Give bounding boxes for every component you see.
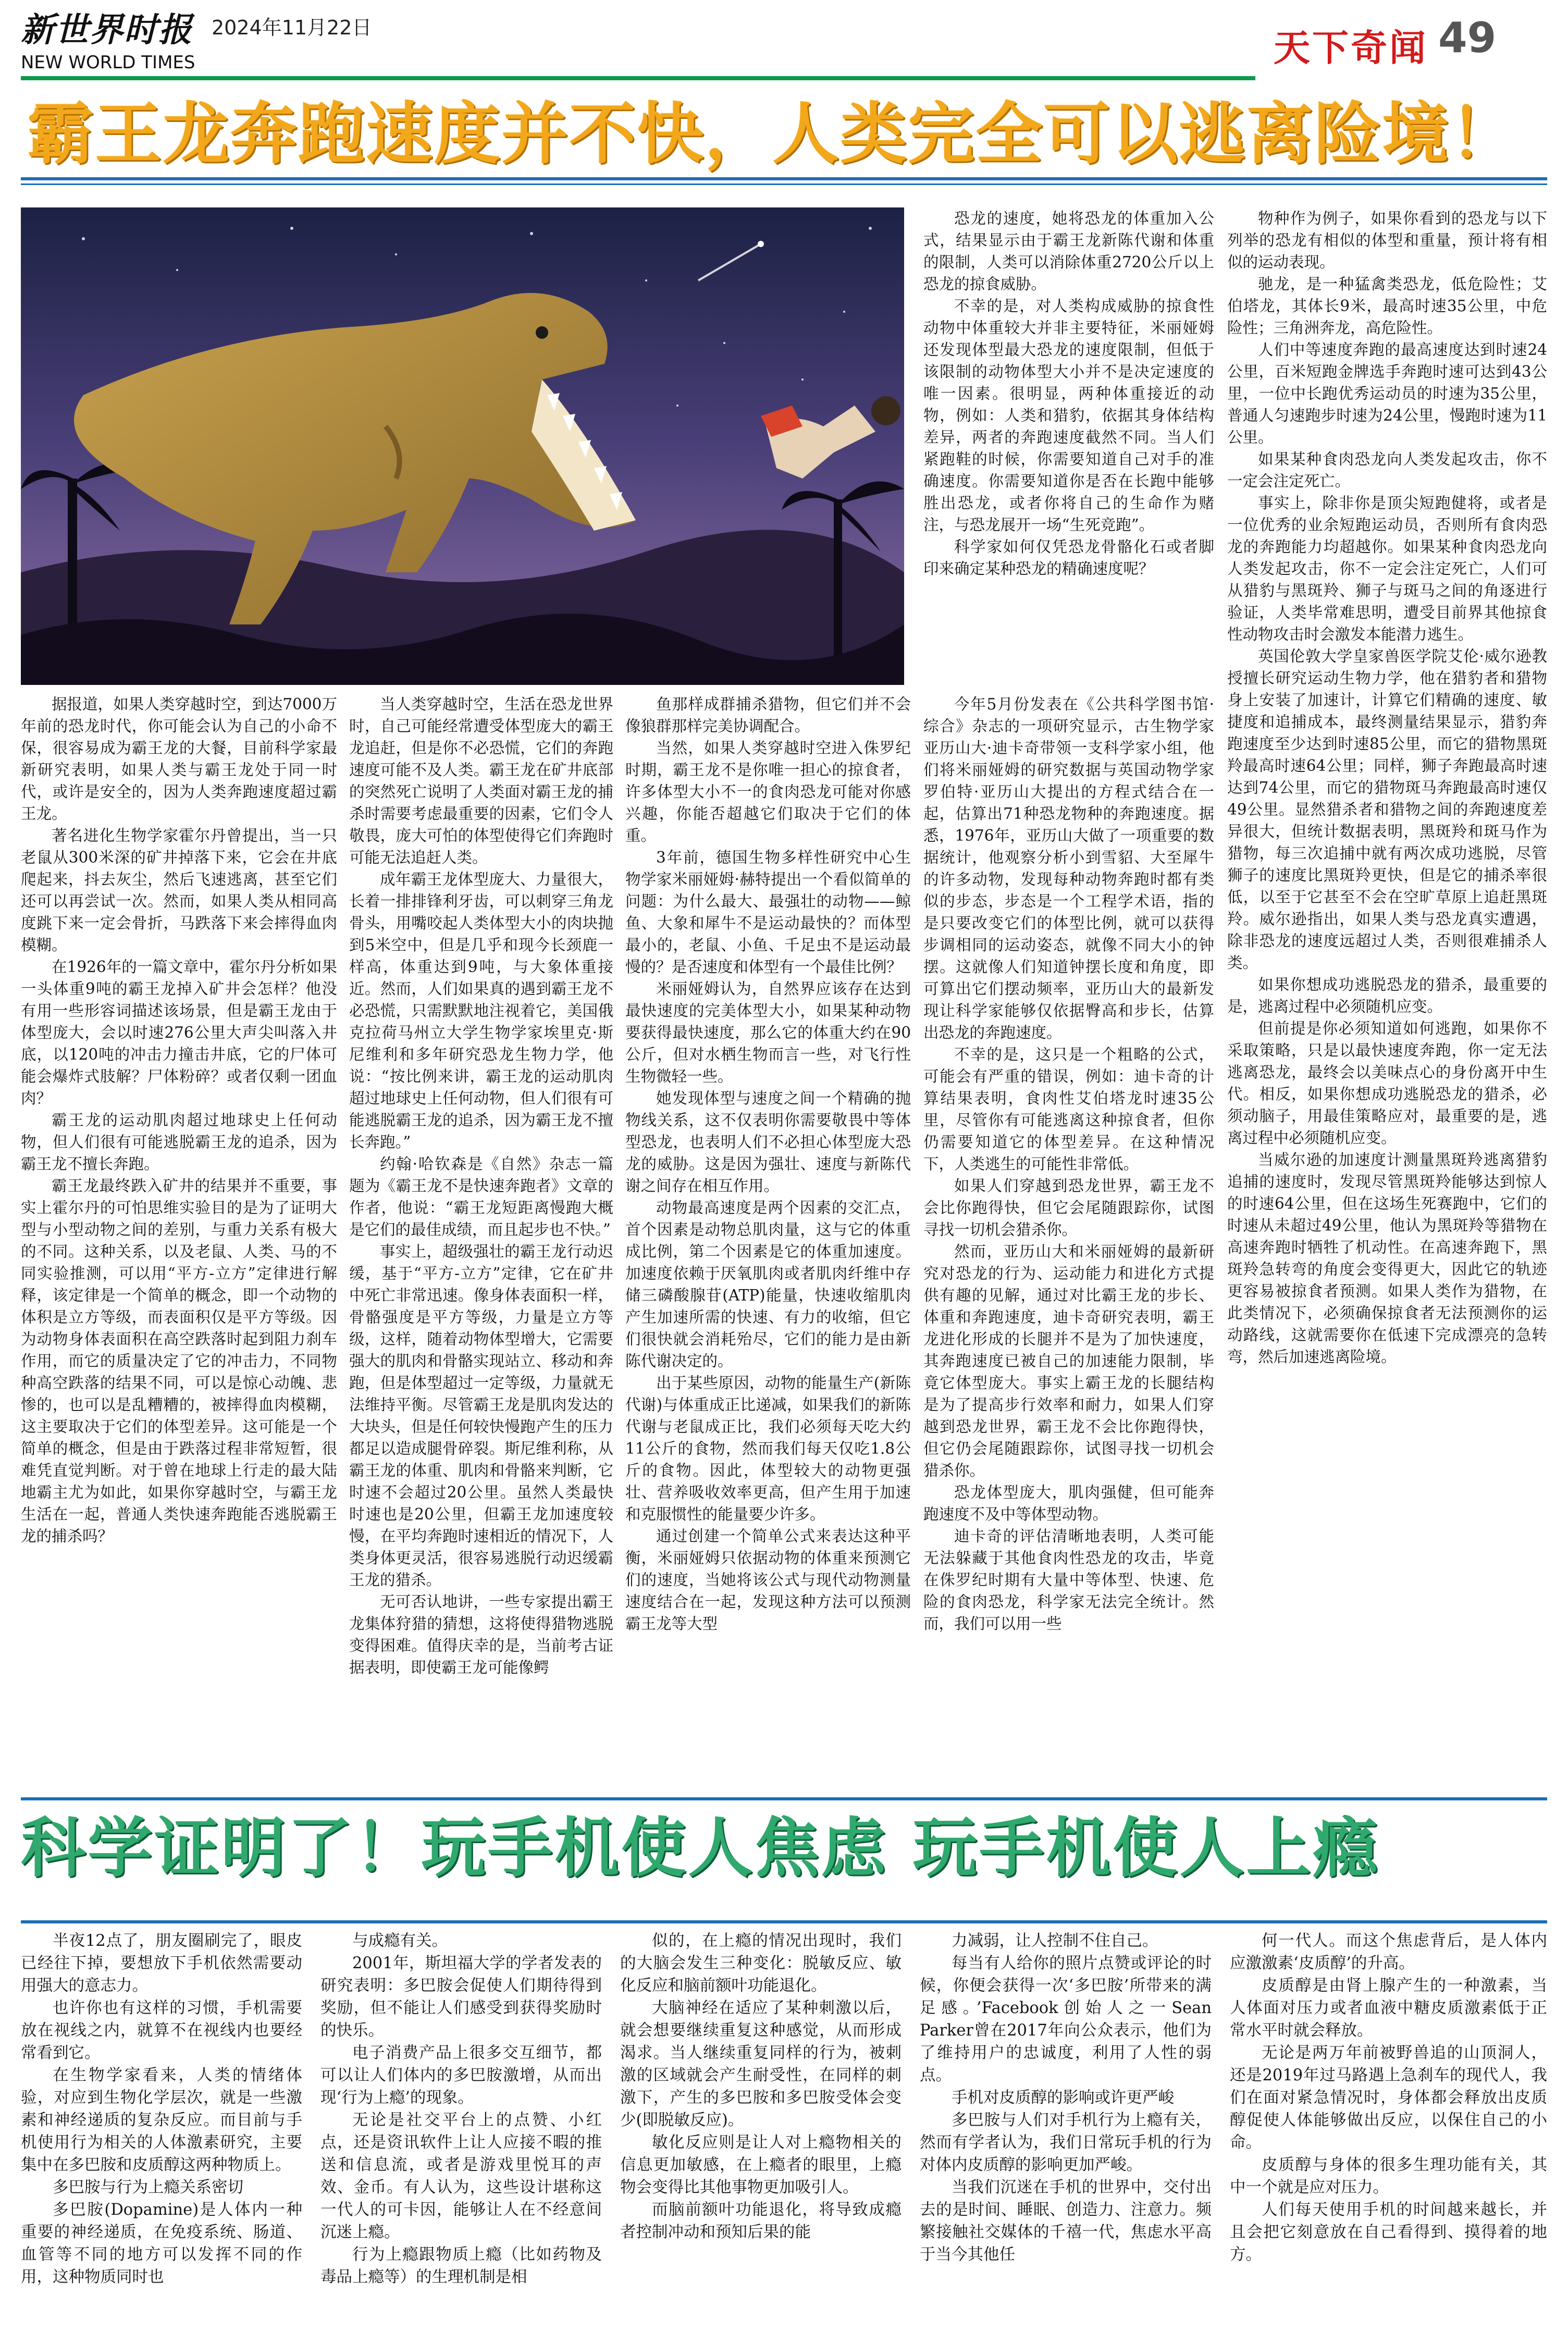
paragraph: 无论是社交平台上的点赞、小红点，还是资讯软件上让人应接不暇的推送和信息流，或者是游戏里悦耳的声效、金币。有人认为，这些设计堪称这一代人的可卡因，能够让人在不经意间沉迷上瘾。 xyxy=(320,2111,602,2241)
paragraph: 大脑神经在适应了某种刺激以后，就会想要继续重复这种感觉，从而形成渴求。当人继续重复同样的行为，被刺激的区域就会产生耐受性，在同样的刺激下，产生的多巴胺和多巴胺受体会变少(即脱敏反应)。 xyxy=(620,1999,902,2129)
paragraph: 与成瘾有关。 xyxy=(352,1932,448,1950)
paragraph: 物种作为例子，如果你看到的恐龙与以下列举的恐龙有相似的体型和重量，预计将有相似的运动表现。 xyxy=(1227,210,1547,271)
paragraph: 电子消费产品上很多交互细节，都可以让人们体内的多巴胺激增，从而出现‘行为上瘾’的现象。 xyxy=(320,2044,602,2107)
paragraph: 人们每天使用手机的时间越来越长，并且会把它刻意放在自己看得到、摸得着的地方。 xyxy=(1230,2201,1547,2264)
paragraph: 3年前，德国生物多样性研究中心生物学家米丽娅姆·赫特提出一个看似简单的问题：为什么最大、最强壮的动物——鲸鱼、大象和犀牛不是运动最快的？而体型最小的，老鼠、小鱼、千足虫不是运动最慢的？是否速度和体型有一个最佳比例？ xyxy=(625,849,911,976)
issue-date: 2024年11月22日 xyxy=(212,16,372,39)
paragraph: 当我们沉迷在手机的世界中，交付出去的是时间、睡眠、创造力、注意力。频繁接触社交媒体的千禧一代，焦虑水平高于当今其他任 xyxy=(920,2178,1212,2264)
paragraph: 据报道，如果人类穿越时空，到达7000万年前的恐龙时代，你可能会认为自己的小命不保，很容易成为霸王龙的大餐，目前科学家最新研究表明，如果人类与霸王龙处于同一时代，或许是安全的，因为人类奔跑速度超过霸王龙。 xyxy=(21,695,337,823)
paragraph: 英国伦敦大学皇家兽医学院艾伦·威尔逊教授擅长研究运动生物力学，他在猎豹者和猎物身上安装了加速计，计算它们精确的速度、敏捷度和追捕成本，最终测量结果显示，猎豹奔跑速度至少达到时速85公里，而它的猎物黑斑羚最高时速64公里；同样，狮子奔跑最高时速达到74公里，而它的猎物斑马奔跑最高时速仅49公里。显然猎杀者和猎物之间的奔跑速度差异很大，但统计数据表明，黑斑羚和斑马作为猎物，每三次追捕中就有两次成功逃脱，尽管狮子的速度比黑斑羚更快，但是它的捕杀率很低，以至于它甚至不会在空旷草原上追赶黑斑羚。威尔逊指出，如果人类与恐龙真实遭遇，除非恐龙的速度远超过人类，否则很难捕杀人类。 xyxy=(1227,647,1547,972)
paragraph: 今年5月份发表在《公共科学图书馆·综合》杂志的一项研究显示，古生物学家亚历山大·迪卡奇带领一支科学家小组，他们将米丽娅姆的研究数据与英国动物学家罗伯特·亚历山大提出的方程式结合在一起，估算出71种恐龙物种的奔跑速度。据悉，1976年，亚历山大做了一项重要的数据统计，他观察分析小到雪貂、大至犀牛的许多动物，发现每种动物奔跑时都有类似的步态，步态是一个工程学术语，指的是只要改变它们的体型比例，就可以获得步调相同的运动姿态，就像不同大小的钟摆。这就像人们知道钟摆长度和角度，即可算出它们摆动频率，亚历山大的最新发现让科学家能够仅依据臀高和步长，估算出恐龙的奔跑速度。 xyxy=(923,695,1214,1041)
paragraph: 无论是两万年前被野兽追的山顶洞人，还是2019年过马路遇上急刹车的现代人，我们在面对紧急情况时，身体都会释放出皮质醇促使人体能够做出反应，以保住自己的小命。 xyxy=(1230,2044,1547,2152)
paragraph: 皮质醇是由肾上腺产生的一种激素，当人体面对压力或者血液中糖皮质激素低于正常水平时就会释放。 xyxy=(1230,1977,1547,2040)
masthead-bar xyxy=(21,76,1255,80)
paragraph: 如果人们穿越到恐龙世界，霸王龙不会比你跑得快，但它会尾随跟踪你，试图寻找一切机会猎杀你。 xyxy=(923,1177,1214,1239)
subheading: 多巴胺与行为上瘾关系密切 xyxy=(53,2178,243,2197)
paragraph: 驰龙，是一种猛禽类恐龙，低危险性；艾伯塔龙，其体长9米，最高时速35公里，中危险性；三角洲奔龙，高危险性。 xyxy=(1227,275,1547,337)
article1-column-3 xyxy=(625,693,911,1788)
paragraph: 动物最高速度是两个因素的交汇点，首个因素是动物总肌肉量，这与它的体重成比例，第二个因素是它的体重加速度。加速度依赖于厌氧肌肉或者肌肉纤维中存储三磷酸腺苷(ATP)能量，快速收缩肌肉产生加速所需的快速、有力的收缩，但它们很快就会消耗殆尽，它们的能力是由新陈代谢决定的。 xyxy=(625,1199,911,1370)
section-title: 天下奇闻 xyxy=(1274,26,1428,69)
paragraph: 事实上，除非你是顶尖短跑健将，或者是一位优秀的业余短跑运动员，否则所有食肉恐龙的奔跑能力均超越你。如果某种食肉恐龙向人类发起攻击，你不一定会注定死亡，人们可从猎豹与黑斑羚、狮子与斑马之间的角逐进行验证，人类毕常难思明，遭受目前界其他掠食性动物攻击时会激发本能潜力逃生。 xyxy=(1227,494,1547,643)
article1-column-4-top xyxy=(923,207,1214,687)
paragraph: 科学家如何仅凭恐龙骨骼化石或者脚印来确定某种恐龙的精确速度呢？ xyxy=(923,538,1214,578)
main-headline: 霸王龙奔跑速度并不快，人类完全可以逃离险境！ xyxy=(27,95,1518,173)
article1-column-1 xyxy=(21,693,337,1788)
paragraph: 每当有人给你的照片点赞或评论的时候，你便会获得一次‘多巴胺’所带来的满足感。’Facebook创始人之一Sean Parker曾在2017年向公众表示，他们为了维持用户的忠诚度，利用了人性的弱点。 xyxy=(920,1954,1212,2084)
paragraph: 出于某些原因，动物的能量生产(新陈代谢)与体重成正比递减，如果我们的新陈代谢与老鼠成正比，我们必须每天吃大约11公斤的食物，然而我们每天仅吃1.8公斤的食物。因此，体型较大的动物更强壮、营养吸收效率更高，但产生用于加速和克服惯性的能量要少许多。 xyxy=(625,1374,911,1523)
article2-column-5 xyxy=(1230,1930,1547,2341)
newspaper-logo: 新世界时报 xyxy=(21,10,193,50)
paragraph: 约翰·哈钦森是《自然》杂志一篇题为《霸王龙不是快速奔跑者》文章的作者，他说：“霸王龙短距离慢跑大概是它们的最佳成绩，而且起步也不快。” xyxy=(349,1155,613,1239)
paragraph: 鱼那样成群捕杀猎物，但它们并不会像狼群那样完美协调配合。 xyxy=(625,695,911,735)
paragraph: 敏化反应则是让人对上瘾物相关的信息更加敏感，在上瘾者的眼里，上瘾物会变得比其他事物更加吸引人。 xyxy=(620,2133,902,2197)
paragraph: 霸王龙的运动肌肉超过地球史上任何动物，但人们很有可能逃脱霸王龙的追杀，因为霸王龙不擅长奔跑。 xyxy=(21,1111,337,1173)
paragraph: 她发现体型与速度之间一个精确的抛物线关系，这不仅表明你需要敬畏中等体型恐龙，也表明人们不必担心体型庞大恐龙的威胁。这是因为强壮、速度与新陈代谢之间存在相互作用。 xyxy=(625,1089,911,1195)
article1-column-5 xyxy=(1227,207,1547,1787)
article1-column-4 xyxy=(923,693,1214,1788)
paragraph: 然而，亚历山大和米丽娅姆的最新研究对恐龙的行为、运动能力和进化方式提供有趣的见解，通过对比霸王龙的步长、体重和奔跑速度，迪卡奇研究表明，霸王龙进化形成的长腿并不是为了加快速度，其奔跑速度已被自己的加速能力限制，毕竟它体型庞大。事实上霸王龙的长腿结构是为了提高步行效率和耐力，如果人们穿越到恐龙世界，霸王龙不会比你跑得快，但它仍会尾随跟踪你，试图寻找一切机会猎杀你。 xyxy=(923,1243,1214,1479)
second-headline-rule-top xyxy=(21,1797,1547,1800)
newspaper-logo-english: NEW WORLD TIMES xyxy=(21,52,195,73)
article2-column-3 xyxy=(620,1930,902,2341)
paragraph: 半夜12点了，朋友圈刷完了，眼皮已经往下掉，要想放下手机依然需要动用强大的意志力。 xyxy=(21,1932,302,1995)
paragraph: 当人类穿越时空，生活在恐龙世界时，自己可能经常遭受体型庞大的霸王龙追赶，但是你不必恐慌，它们的奔跑速度可能不及人类。霸王龙在矿井底部的突然死亡说明了人类面对霸王龙的捕杀时需要考虑最重要的因素，它们令人敬畏，庞大可怕的体型使得它们奔跑时可能无法追赶人类。 xyxy=(349,695,613,866)
paragraph: 多巴胺(Dopamine)是人体内一种重要的神经递质，在免疫系统、肠道、血管等不同的地方可以发挥不同的作用，这种物质同时也 xyxy=(21,2201,302,2286)
paragraph: 也许你也有这样的习惯，手机需要放在视线之内，就算不在视线内也要经常看到它。 xyxy=(21,1999,302,2062)
paragraph: 著名进化生物学家霍尔丹曾提出，当一只老鼠从300米深的矿井掉落下来，它会在井底爬起来，抖去灰尘，然后飞速逃离，甚至它们还可以再尝试一次。然而，如果人类从相同高度跳下来一定会骨折，马跌落下来会摔得血肉模糊。 xyxy=(21,827,337,954)
second-headline-rule-bottom xyxy=(21,1920,1547,1923)
paragraph: 霸王龙最终跌入矿井的结果并不重要，事实上霍尔丹的可怕思维实验目的是为了证明大型与小型动物之间的差别，与重力关系有极大的不同。这种关系，以及老鼠、人类、马的不同实验推测，可以用“平方-立方”定律进行解释，该定律是一个简单的概念，即一个动物的体积是立方等级，而表面积仅是平方等级。因为动物身体表面积在高空跌落时起到阻力刹车作用，而它的质量决定了它的冲击力，不同物种高空跌落的结果不同，可以是惊心动魄、悲惨的，也可以是乱糟糟的，被摔得血肉模糊，这主要取决于它们的体型差异。这可能是一个简单的概念，但是由于跌落过程非常短暂，很难凭直觉判断。对于曾在地球上行走的最大陆地霸主尤为如此，如果你穿越时空，与霸王龙生活在一起，普通人类快速奔跑能否逃脱霸王龙的捕杀吗？ xyxy=(21,1177,337,1545)
paragraph: 力减弱，让人控制不住自己。 xyxy=(952,1932,1158,1950)
paragraph: 何一代人。而这个焦虑背后，是人体内应激激素‘皮质醇’的升高。 xyxy=(1230,1932,1547,1972)
paragraph: 人们中等速度奔跑的最高速度达到时速24公里，百米短跑金牌选手奔跑时速可达到43公里，一位中长跑优秀运动员的时速为35公里，普通人匀速跑步时速为24公里，慢跑时速为11公里。 xyxy=(1227,341,1547,446)
subheading: 手机对皮质醇的影响或许更严峻 xyxy=(952,2089,1174,2107)
t-rex-illustration xyxy=(21,207,904,685)
paragraph: 无可否认地讲，一些专家提出霸王龙集体狩猎的猜想，这将使得猎物逃脱变得困难。值得庆幸的是，当前考古证据表明，即使霸王龙可能像鳄 xyxy=(349,1593,613,1676)
paragraph: 但前提是你必须知道如何逃跑，如果你不采取策略，只是以最快速度奔跑，你一定无法逃离恐龙，最终会以美味点心的身份离开中生代。相反，如果你想成功逃脱恐龙的猎杀，必须动脑子，用最佳策略应对，最重要的是，逃离过程中必须随机应变。 xyxy=(1227,1020,1547,1147)
article1-column-2 xyxy=(349,693,613,1788)
paragraph: 成年霸王龙体型庞大、力量很大，长着一排排锋利牙齿，可以刺穿三角龙骨头，用嘴咬起人类体型大小的肉块抛到5米空中，但是几乎和现今长颈鹿一样高，体重达到9吨，与大象体重接近。然而，人们如果真的遇到霸王龙不必恐慌，只需默默地注视着它，美国俄克拉荷马州立大学生物学家埃里克·斯尼维利和多年研究恐龙生物力学，他说：“按比例来讲，霸王龙的运动肌肉超过地球史上任何动物，但人们很有可能逃脱霸王龙的追杀，因为霸王龙不擅长奔跑。” xyxy=(349,870,613,1151)
paragraph: 不幸的是，这只是一个粗略的公式，可能会有严重的错误，例如：迪卡奇的计算结果表明，食肉性艾伯塔龙时速35公里，尽管你有可能逃离这种掠食者，但你仍需要知道它的体型差异。在这种情况下，人类逃生的可能性非常低。 xyxy=(923,1046,1214,1173)
paragraph: 多巴胺与人们对手机行为上瘾有关，然而有学者认为，我们日常玩手机的行为对体内皮质醇的影响更加严峻。 xyxy=(920,2111,1212,2174)
paragraph: 当然，如果人类穿越时空进入侏罗纪时期，霸王龙不是你唯一担心的掠食者，许多体型大小不一的食肉恐龙可能对你感兴趣，你能否超越它们取决于它们的体重。 xyxy=(625,739,911,844)
paragraph: 在生物学家看来，人类的情绪体验，对应到生物化学层次，就是一些激素和神经递质的复杂反应。而目前与手机使用行为相关的人体激素研究，主要集中在多巴胺和皮质醇这两种物质上。 xyxy=(21,2066,302,2174)
paragraph: 如果某种食肉恐龙向人类发起攻击，你不一定会注定死亡。 xyxy=(1227,450,1547,490)
article2-column-1 xyxy=(21,1930,302,2341)
page-number: 49 xyxy=(1438,14,1497,62)
paragraph: 迪卡奇的评估清晰地表明，人类可能无法躲藏于其他食肉性恐龙的攻击，毕竟在侏罗纪时期有大量中等体型、快速、危险的食肉恐龙，科学家无法完全统计。然而，我们可以用一些 xyxy=(923,1527,1214,1633)
paragraph: 恐龙体型庞大，肌肉强健，但可能奔跑速度不及中等体型动物。 xyxy=(923,1483,1214,1523)
paragraph: 不幸的是，对人类构成威胁的掠食性动物中体重较大并非主要特征，米丽娅姆还发现体型最大恐龙的速度限制，但低于该限制的动物体型大小并不是决定速度的唯一因素。很明显，两种体重接近的动物，例如：人类和猎豹，依据其身体结构差异，两者的奔跑速度截然不同。当人们紧跑鞋的时候，你需要知道自己对手的准确速度。你需要知道你是否在长跑中能够胜出恐龙，或者你将自己的生命作为赌注，与恐龙展开一场“生死竞跑”。 xyxy=(923,297,1214,534)
paragraph: 皮质醇与身体的很多生理功能有关，其中一个就是应对压力。 xyxy=(1230,2156,1547,2197)
paragraph: 而脑前额叶功能退化，将导致成瘾者控制冲动和预知后果的能 xyxy=(620,2201,902,2241)
article2-column-2 xyxy=(320,1930,602,2341)
headline-rule xyxy=(21,177,1547,180)
paragraph: 如果你想成功逃脱恐龙的猎杀，最重要的是，逃离过程中必须随机应变。 xyxy=(1227,976,1547,1015)
paragraph: 事实上，超级强壮的霸王龙行动迟缓，基于“平方-立方”定律，它在矿井中死亡非常迅速。像身体表面积一样，骨骼强度是平方等级，力量是立方等级，这样，随着动物体型增大，它需要强大的肌肉和骨骼实现站立、移动和奔跑，但是体型超过一定等级，力量就无法维持平衡。尽管霸王龙是肌肉发达的大块头，但是任何较快慢跑产生的压力都足以造成腿骨碎裂。斯尼维利称，从霸王龙的体重、肌肉和骨骼来判断，它时速不会超过20公里。虽然人类最快时速也是20公里，但霸王龙加速度较慢，在平均奔跑时速相近的情况下，人类身体更灵活，很容易逃脱行动迟缓霸王龙的猎杀。 xyxy=(349,1243,613,1589)
second-headline: 科学证明了！玩手机使人焦虑 玩手机使人上瘾 xyxy=(21,1810,1380,1886)
headline-rule-thin xyxy=(21,183,1547,185)
paragraph: 恐龙的速度，她将恐龙的体重加入公式，结果显示由于霸王龙新陈代谢和体重的限制，人类可以消除体重2720公斤以上恐龙的掠食威胁。 xyxy=(923,210,1214,293)
article2-column-4 xyxy=(920,1930,1212,2341)
paragraph: 2001年，斯坦福大学的学者发表的研究表明：多巴胺会促使人们期待得到奖励，但不能让人们感受到获得奖励时的快乐。 xyxy=(320,1954,602,2040)
paragraph: 似的，在上瘾的情况出现时，我们的大脑会发生三种变化：脱敏反应、敏化反应和脑前额叶功能退化。 xyxy=(620,1932,902,1995)
paragraph: 通过创建一个简单公式来表达这种平衡，米丽娅姆只依据动物的体重来预测它们的速度，当她将该公式与现代动物测量速度结合在一起，发现这种方法可以预测霸王龙等大型 xyxy=(625,1527,911,1633)
paragraph: 在1926年的一篇文章中，霍尔丹分析如果一头体重9吨的霸王龙掉入矿井会怎样？他没有用一些形容词描述该场景，但是霸王龙由于体型庞大，会以时速276公里大声尖叫落入井底，以120吨的冲击力撞击井底，它的尸体可能会爆炸式肢解？尸体粉碎？或者仅剩一团血肉？ xyxy=(21,958,337,1107)
paragraph: 米丽娅姆认为，自然界应该存在达到最快速度的完美体型大小，如果某种动物要获得最快速度，那么它的体重大约在90公斤，但对水栖生物而言一些，对飞行性生物微轻一些。 xyxy=(625,980,911,1085)
paragraph: 行为上瘾跟物质上瘾（比如药物及毒品上瘾等）的生理机制是相 xyxy=(320,2246,602,2286)
paragraph: 当威尔逊的加速度计测量黑斑羚逃离猎豹追捕的速度时，发现尽管黑斑羚能够达到惊人的时速64公里，但在这场生死赛跑中，它们的时速从未超过49公里，他认为黑斑羚等猎物在高速奔跑时牺牲了机动性。在高速奔跑下，黑斑羚急转弯的角度会变得更大，因此它的轨迹更容易被掠食者预测。如果人类作为猎物，在此类情况下，必须确保掠食者无法预测你的运动路线，这就需要你在低速下完成漂亮的急转弯，然后加速逃离险境。 xyxy=(1227,1151,1547,1366)
